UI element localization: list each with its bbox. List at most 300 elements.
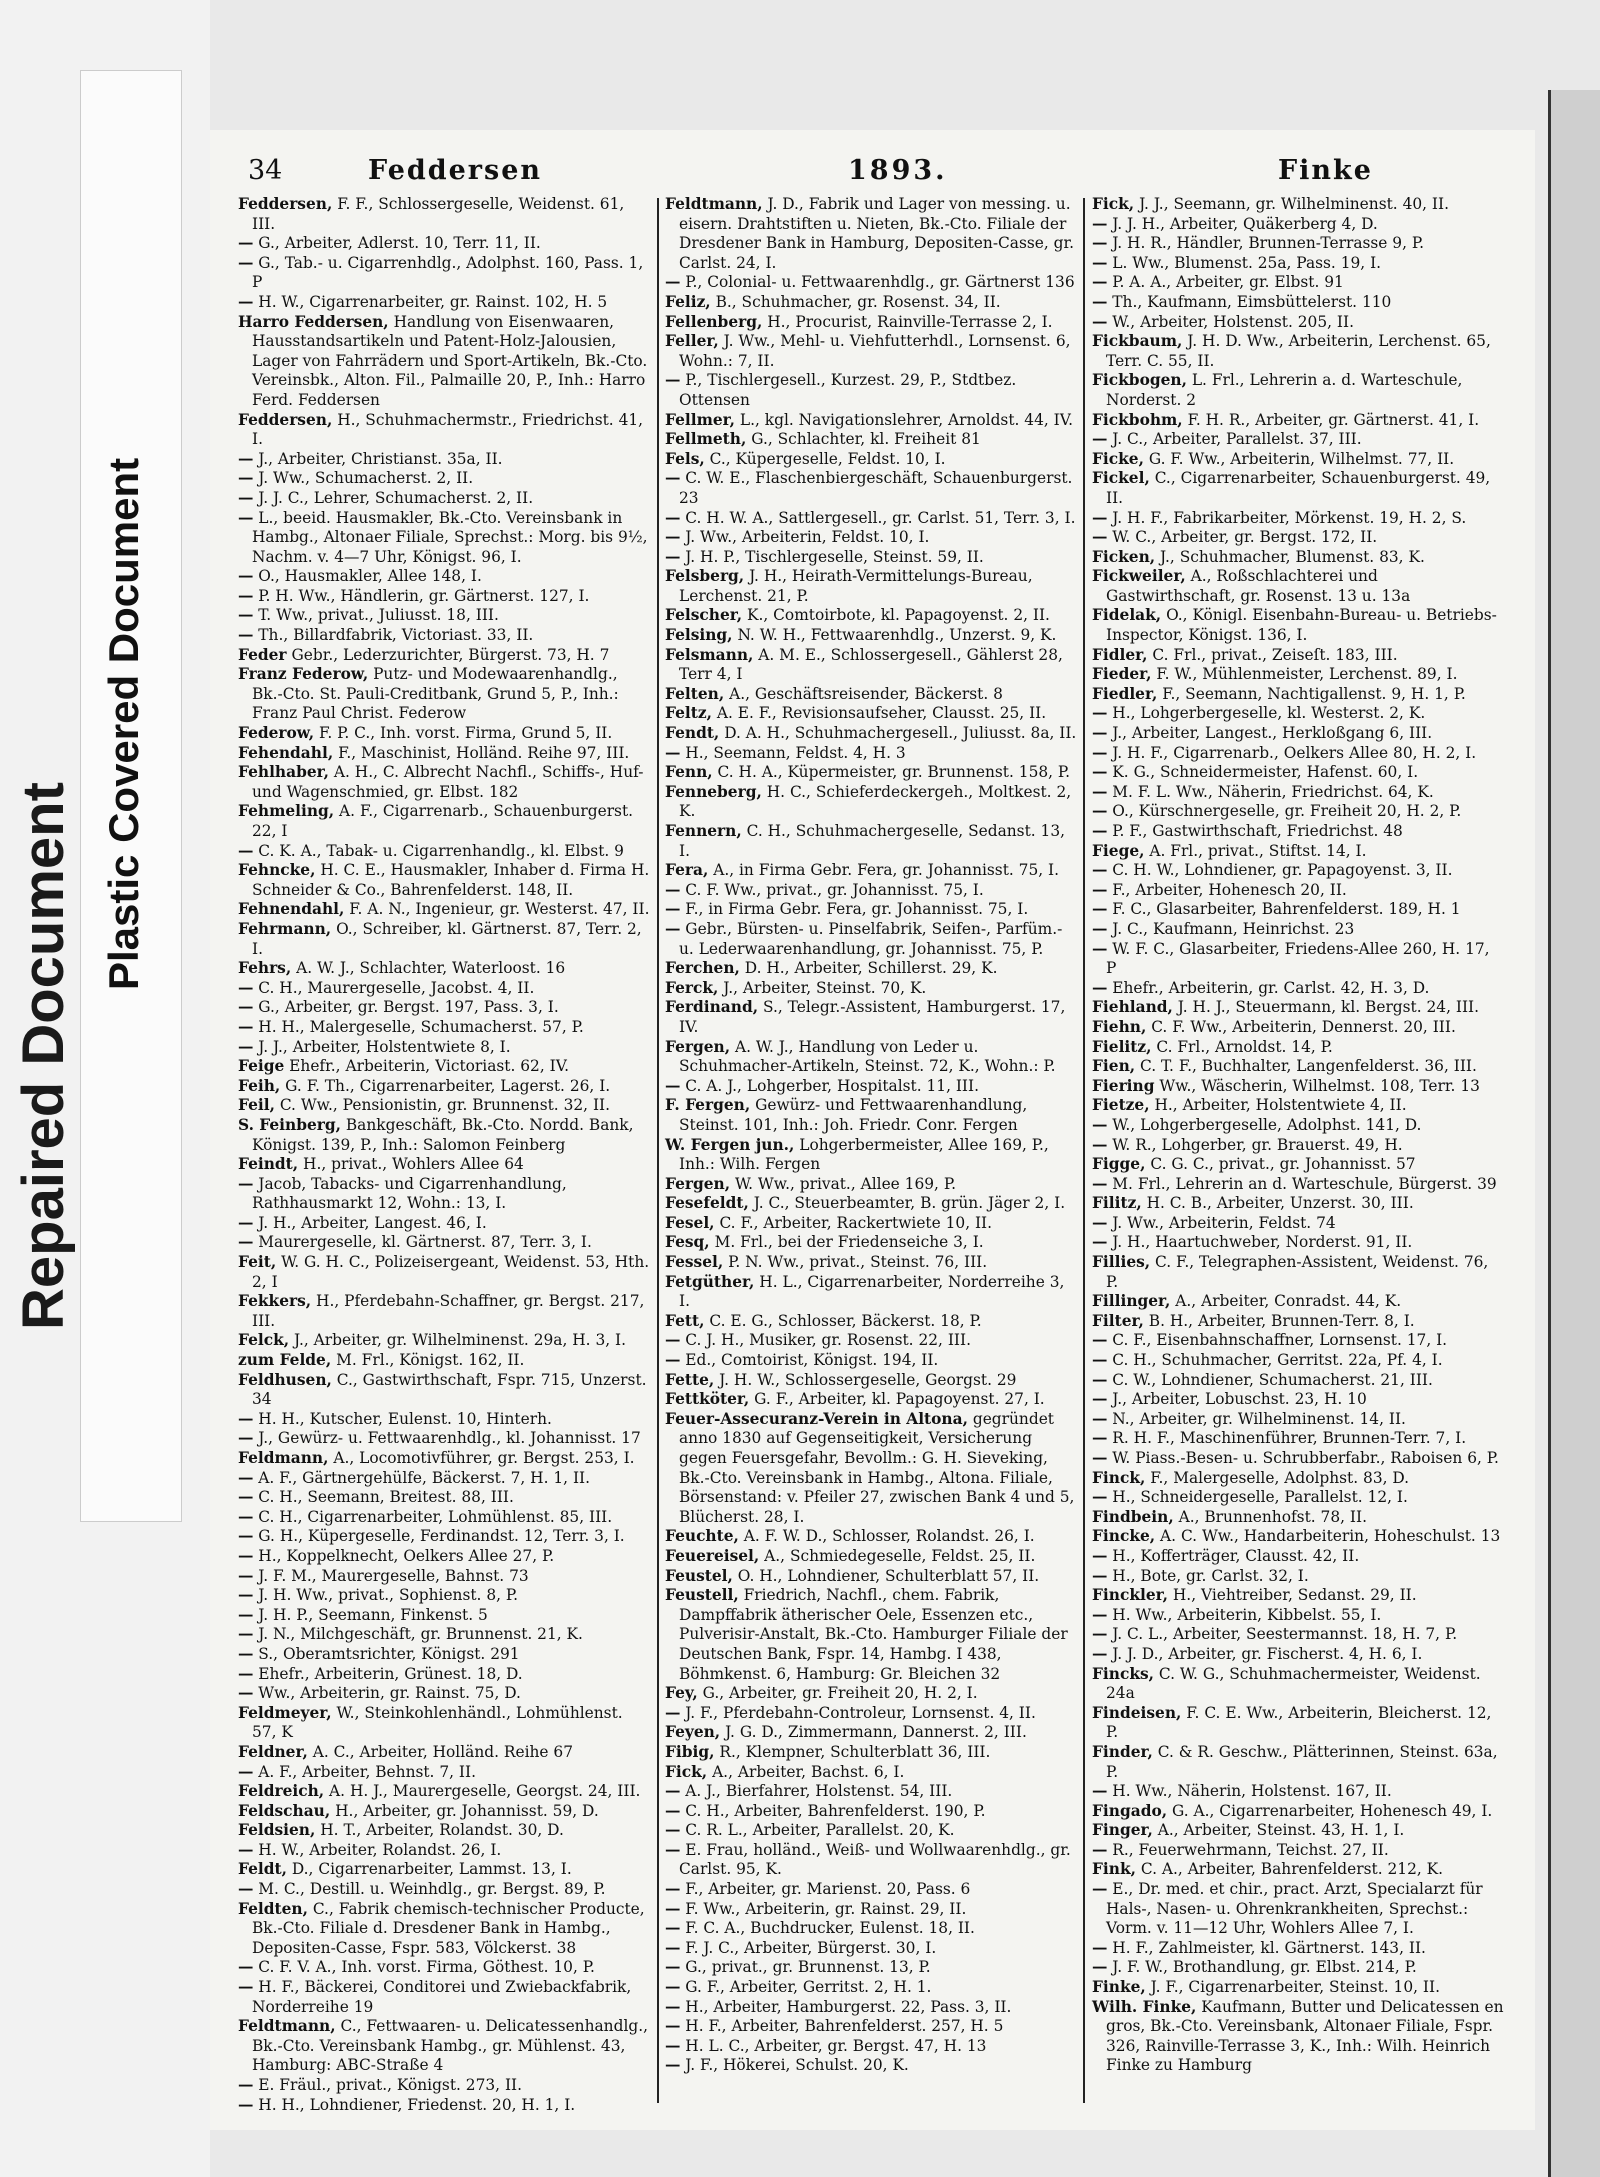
directory-entry <box>238 450 650 470</box>
directory-entry <box>1092 548 1504 568</box>
entry-details: Ww., Arbeiterin, gr. Rainst. 75, D. <box>253 1684 521 1703</box>
entry-surname: — <box>1092 1546 1108 1565</box>
entry-details: Bankgeschäft, Bk.-Cto. Nordd. Bank, Königst. 139, P., Inh.: Salomon Feinberg <box>252 1115 634 1154</box>
entry-surname: — <box>238 234 254 253</box>
entry-surname: — <box>1092 1840 1108 1859</box>
entry-details: J. H. Ww., privat., Sophienst. 8, P. <box>253 1586 519 1605</box>
directory-entry <box>238 1410 650 1430</box>
directory-entry <box>1092 509 1504 529</box>
entry-details: H. W., Cigarrenarbeiter, gr. Rainst. 102, H. 5 <box>253 292 608 311</box>
entry-surname: Fick, <box>1092 195 1135 213</box>
entry-details: J. F., Cigarrenarbeiter, Steinst. 10, II. <box>1145 1978 1440 1997</box>
entry-surname: — <box>665 1331 681 1350</box>
entry-surname: — <box>238 626 254 645</box>
directory-entry <box>238 1096 650 1116</box>
entry-surname: Ferdinand, <box>665 998 759 1017</box>
entry-details: W., Arbeiter, Holstenst. 205, II. <box>1107 312 1354 331</box>
directory-entry <box>238 1351 650 1371</box>
entry-details: H. T., Arbeiter, Rolandst. 30, D. <box>315 1821 564 1840</box>
entry-surname: — <box>1092 1644 1108 1663</box>
directory-entry <box>665 411 1077 431</box>
entry-details: J. H. R., Händler, Brunnen-Terrasse 9, P. <box>1107 234 1424 253</box>
entry-details: A., Arbeiter, Bachst. 6, I. <box>707 1762 905 1781</box>
directory-entry <box>1092 450 1504 470</box>
directory-entry <box>238 1233 650 1253</box>
directory-entry <box>665 2037 1077 2057</box>
directory-entry <box>238 1763 650 1783</box>
directory-entry <box>665 2017 1077 2037</box>
directory-entry <box>1092 293 1504 313</box>
directory-entry <box>665 1233 1077 1253</box>
entry-details: P., Colonial- u. Fettwaarenhdlg., gr. Gärtnerst 136 <box>680 273 1075 292</box>
entry-surname: Felsmann, <box>665 645 754 664</box>
directory-entry <box>1092 606 1504 645</box>
entry-surname: Felsberg, <box>665 567 745 586</box>
entry-surname: Feldt, <box>238 1860 287 1879</box>
entry-surname: Feddersen, <box>238 410 333 429</box>
directory-entry <box>238 1331 650 1351</box>
entry-details: A. W. J., Schlachter, Waterloost. 16 <box>291 959 566 978</box>
entry-details: H., Koppelknecht, Oelkers Allee 27, P. <box>253 1546 555 1565</box>
directory-entry <box>665 744 1077 764</box>
entry-details: H. L. C., Arbeiter, gr. Bergst. 47, H. 13 <box>680 2036 987 2055</box>
directory-entry <box>238 842 650 862</box>
entry-details: C. G. C., privat., gr. Johannisst. 57 <box>1145 1155 1416 1174</box>
entry-surname: Felten, <box>665 684 725 703</box>
left-catchword: Feddersen <box>368 155 543 186</box>
entry-surname: — <box>665 743 681 762</box>
entry-details: A. F., Gärtnergehülfe, Bäckerst. 7, H. 1, II. <box>253 1468 590 1487</box>
entry-surname: — <box>1092 724 1108 743</box>
directory-entry <box>665 900 1077 920</box>
entry-details: A., Schmiedegeselle, Feldst. 25, II. <box>759 1546 1036 1565</box>
entry-details: C., Küpergeselle, Feldst. 10, I. <box>704 449 946 468</box>
entry-surname: — <box>665 1782 681 1801</box>
directory-entry <box>1092 1469 1504 1489</box>
entry-details: F. C. A., Buchdrucker, Eulenst. 18, II. <box>680 1919 975 1938</box>
directory-entry <box>1092 1860 1504 1880</box>
entry-details: C. F. Ww., privat., gr. Johannisst. 75, I. <box>680 880 984 899</box>
directory-entry <box>238 195 650 234</box>
entry-details: J. H. P., Seemann, Finkenst. 5 <box>253 1605 488 1624</box>
condition-label <box>0 0 210 2177</box>
directory-entry <box>238 606 650 626</box>
entry-surname: Fibig, <box>665 1742 715 1761</box>
directory-entry <box>1092 1214 1504 1234</box>
entry-details: Lohgerbermeister, Allee 169, P., Inh.: Wilh. Fergen <box>679 1135 1049 1174</box>
directory-entry <box>238 1371 650 1410</box>
entry-surname: Fellmer, <box>665 410 735 429</box>
entry-surname: — <box>665 1997 681 2016</box>
directory-entry <box>1092 1841 1504 1861</box>
entry-surname: — <box>238 1880 254 1899</box>
entry-details: K., Comtoirbote, kl. Papagoyenst. 2, II. <box>742 606 1050 625</box>
entry-details: J. H. F., Cigarrenarb., Oelkers Allee 80, H. 2, I. <box>1107 743 1477 762</box>
directory-entry <box>1092 1606 1504 1626</box>
directory-entry <box>665 783 1077 822</box>
entry-details: O. H., Lohndiener, Schulterblatt 57, II. <box>732 1566 1040 1585</box>
directory-entry <box>1092 313 1504 333</box>
entry-surname: — <box>1092 1351 1108 1370</box>
directory-entry <box>1092 920 1504 940</box>
directory-entry <box>1092 1625 1504 1645</box>
directory-entry <box>1092 1390 1504 1410</box>
entry-surname: Fehnendahl, <box>238 900 345 919</box>
entry-details: C. Frl., Arnoldst. 14, P. <box>1151 1037 1333 1056</box>
entry-details: Gebr., Bürsten- u. Pinselfabrik, Seifen-, Parfüm.- u. Lederwaarenhandlung, gr. Johannisst. 75, P. <box>679 919 1063 958</box>
entry-surname: Feldner, <box>238 1742 308 1761</box>
entry-surname: Fesq, <box>665 1233 710 1252</box>
entry-surname: Felck, <box>238 1331 290 1350</box>
entry-surname: Finger, <box>1092 1821 1153 1840</box>
directory-entry <box>1092 1077 1504 1097</box>
directory-entry <box>238 646 650 666</box>
entry-surname: Fingado, <box>1092 1801 1168 1820</box>
entry-details: J. D., Fabrik und Lager von messing. u. eisern. Drahtstiften u. Nieten, Bk.-Cto. Filiale der Dresdener Bank in Hamburg, Depositen-Casse, gr. Carlst. 24, I. <box>679 195 1075 272</box>
entry-surname: Fetgüther, <box>665 1272 755 1291</box>
directory-entry <box>1092 1939 1504 1959</box>
entry-details: C. E. G., Schlosser, Bäckerst. 18, P. <box>704 1311 982 1330</box>
directory-entry <box>238 1802 650 1822</box>
entry-surname: — <box>1092 880 1108 899</box>
directory-entry <box>238 802 650 841</box>
entry-details: H. W., Arbeiter, Rolandst. 26, I. <box>253 1840 502 1859</box>
entry-details: C. W. G., Schuhmachermeister, Weidenst. 24a <box>1106 1664 1481 1703</box>
entry-details: M. C., Destill. u. Weinhdlg., gr. Bergst. 89, P. <box>253 1880 606 1899</box>
entry-details: G., Arbeiter, gr. Bergst. 197, Pass. 3, I. <box>253 998 559 1017</box>
entry-details: A. Frl., privat., Stiftst. 14, I. <box>1144 841 1367 860</box>
entry-surname: — <box>238 1644 254 1663</box>
entry-surname: — <box>238 1507 254 1526</box>
directory-entry <box>665 528 1077 548</box>
entry-surname: Feuereisel, <box>665 1546 760 1565</box>
directory-entry <box>665 1900 1077 1920</box>
entry-surname: Fendt, <box>665 724 720 743</box>
entry-surname: — <box>665 1919 681 1938</box>
entry-details: F. C., Glasarbeiter, Bahrenfelderst. 189, H. 1 <box>1107 900 1461 919</box>
directory-entry <box>238 1018 650 1038</box>
directory-entry <box>238 900 650 920</box>
directory-entry <box>1092 1233 1504 1253</box>
entry-details: L., beeid. Hausmakler, Bk.-Cto. Vereinsbank in Hambg., Altonaer Filiale, Sprechst.: Morg. bis 9½, Nachm. v. 4—7 Uhr, Königst. 96, I. <box>252 508 648 566</box>
entry-surname: — <box>1092 1449 1108 1467</box>
entry-surname: — <box>1092 1233 1108 1252</box>
directory-entry <box>238 1900 650 1959</box>
entry-details: S., Oberamtsrichter, Königst. 291 <box>253 1644 520 1663</box>
entry-surname: Ferck, <box>665 978 719 997</box>
entry-surname: — <box>1092 1370 1108 1389</box>
entry-surname: Feldhusen, <box>238 1370 332 1389</box>
entry-surname: Fiehn, <box>1092 1017 1147 1036</box>
directory-entry <box>238 724 650 744</box>
entry-surname: — <box>238 1174 254 1193</box>
entry-details: C. F., Eisenbahnschaffner, Lornsenst. 17, I. <box>1107 1331 1448 1350</box>
entry-surname: Feliz, <box>665 292 711 311</box>
entry-surname: Findeisen, <box>1092 1703 1182 1722</box>
directory-entry <box>1092 1802 1504 1822</box>
entry-surname: — <box>238 1840 254 1859</box>
entry-details: A. C. Ww., Handarbeiterin, Hoheschulst. 13 <box>1155 1527 1501 1546</box>
directory-entry <box>1092 371 1504 410</box>
entry-surname: Fiege, <box>1092 841 1145 860</box>
entry-surname: — <box>1092 312 1108 331</box>
entry-details: F. C. E. Ww., Arbeiterin, Bleicherst. 12, P. <box>1106 1703 1492 1742</box>
entry-surname: Feltz, <box>665 704 712 723</box>
entry-details: C. K. A., Tabak- u. Cigarrenhandlg., kl. Elbst. 9 <box>253 841 624 860</box>
entry-surname: — <box>665 1978 681 1997</box>
directory-entry <box>665 606 1077 626</box>
entry-details: J., Arbeiter, Langest., Herkloßgang 6, III. <box>1107 724 1433 743</box>
entry-details: W. F. C., Glasarbeiter, Friedens-Allee 260, H. 17, P <box>1106 939 1490 978</box>
directory-entry <box>665 1194 1077 1214</box>
entry-surname: — <box>1092 528 1108 547</box>
entry-surname: F. Fergen, <box>665 1096 751 1115</box>
entry-surname: — <box>238 469 254 488</box>
directory-entry <box>665 1312 1077 1332</box>
entry-surname: — <box>238 1664 254 1683</box>
entry-surname: — <box>1092 1625 1108 1644</box>
year-heading: 1893. <box>848 155 948 186</box>
directory-entry <box>1092 685 1504 705</box>
directory-entry <box>665 1782 1077 1802</box>
directory-entry <box>665 646 1077 685</box>
directory-entry <box>1092 1488 1504 1508</box>
directory-entry <box>665 1802 1077 1822</box>
entry-surname: Fehrmann, <box>238 919 332 938</box>
directory-entry <box>665 1175 1077 1195</box>
entry-details: A. J., Bierfahrer, Holstenst. 54, III. <box>680 1782 953 1801</box>
entry-surname: — <box>1092 214 1108 233</box>
entry-surname: — <box>1092 1938 1108 1957</box>
entry-details: P., Tischlergesell., Kurzest. 29, P., Stdtbez. Ottensen <box>679 371 1017 409</box>
directory-entry <box>238 509 650 568</box>
entry-details: G., Tab.- u. Cigarrenhdlg., Adolphst. 160, Pass. 1, P <box>252 253 644 292</box>
entry-surname: Federow, <box>238 724 315 743</box>
entry-details: H. C. B., Arbeiter, Unzerst. 30, III. <box>1141 1194 1414 1213</box>
entry-surname: — <box>1092 861 1108 880</box>
entry-details: P. N. Ww., privat., Steinst. 76, III. <box>723 1253 988 1272</box>
directory-entry <box>238 2076 650 2096</box>
entries-column-1 <box>238 195 650 2115</box>
entry-details: J. C., Kaufmann, Heinrichst. 23 <box>1107 919 1355 938</box>
entry-surname: Fickel, <box>1092 469 1150 488</box>
entry-details: J., Schuhmacher, Blumenst. 83, K. <box>1155 547 1425 566</box>
entry-details: A., Arbeiter, Conradst. 44, K. <box>1170 1292 1402 1311</box>
entry-details: J. C. L., Arbeiter, Seestermannst. 18, H. 7, P. <box>1107 1625 1458 1644</box>
directory-entry <box>665 704 1077 724</box>
entry-details: Ehefr., Arbeiterin, Grünest. 18, D. <box>253 1664 523 1683</box>
directory-entry <box>1092 1547 1504 1567</box>
entry-surname: Ficke, <box>1092 449 1144 468</box>
entry-surname: — <box>238 1978 254 1997</box>
directory-entry <box>1092 411 1504 431</box>
entry-details: H. F., Zahlmeister, kl. Gärtnerst. 143, II. <box>1107 1938 1426 1957</box>
entry-details: J., Arbeiter, gr. Wilhelminenst. 29a, H. 3, I. <box>289 1331 627 1350</box>
entry-surname: — <box>1092 1880 1108 1899</box>
entry-surname: — <box>1092 822 1108 840</box>
entry-surname: — <box>238 567 254 586</box>
directory-entry <box>665 626 1077 646</box>
directory-entry <box>238 567 650 587</box>
entry-details: F., Arbeiter, Hohenesch 20, II. <box>1107 880 1347 899</box>
directory-entry <box>1092 1508 1504 1528</box>
directory-entry <box>238 763 650 802</box>
entry-surname: Felsing, <box>665 626 733 645</box>
entry-surname: — <box>1092 1174 1108 1193</box>
directory-entry <box>1092 1018 1504 1038</box>
entry-surname: — <box>238 1684 254 1703</box>
entry-details: G., Schlachter, kl. Freiheit 81 <box>746 430 981 449</box>
entry-details: J. J. H., Arbeiter, Quäkerberg 4, D. <box>1107 214 1378 233</box>
page-number: 34 <box>248 155 283 186</box>
entry-surname: Feldschau, <box>238 1801 331 1820</box>
entry-surname: Fera, <box>665 861 709 880</box>
entry-surname: Fielitz, <box>1092 1037 1152 1056</box>
directory-entry <box>238 1978 650 2017</box>
directory-entry <box>238 1077 650 1097</box>
entry-surname: — <box>1092 1566 1108 1585</box>
entry-surname: Fehlhaber, <box>238 763 329 782</box>
directory-entry <box>665 2056 1077 2076</box>
directory-entry <box>665 685 1077 705</box>
entry-surname: Fesefeldt, <box>665 1194 749 1213</box>
column-divider <box>1083 198 1085 2103</box>
entry-details: S., Telegr.-Assistent, Hamburgerst. 17, IV. <box>679 998 1066 1036</box>
entry-surname: Feller, <box>665 332 719 351</box>
entry-details: A., Locomotivführer, gr. Bergst. 253, I. <box>328 1449 635 1467</box>
entry-surname: — <box>1092 743 1108 762</box>
directory-entry <box>665 273 1077 293</box>
entry-surname: — <box>238 1488 254 1507</box>
directory-entry <box>665 430 1077 450</box>
directory-entry <box>1092 1527 1504 1547</box>
entry-surname: — <box>665 2056 681 2075</box>
directory-entry <box>238 1645 650 1665</box>
entry-surname: Fett, <box>665 1311 705 1330</box>
entry-surname: Fellmeth, <box>665 430 747 449</box>
entry-surname: Fehrs, <box>238 959 292 978</box>
entry-surname: Fettköter, <box>665 1390 750 1409</box>
entry-details: C. J. H., Musiker, gr. Rosenst. 22, III. <box>680 1331 971 1350</box>
entry-surname: — <box>665 1076 681 1095</box>
directory-entry <box>1092 1429 1504 1449</box>
entry-details: C. H., Schuhmachergeselle, Sedanst. 13, I. <box>679 822 1066 860</box>
entry-surname: Fietze, <box>1092 1096 1150 1115</box>
entry-details: C. H., Arbeiter, Bahrenfelderst. 190, P. <box>680 1801 986 1820</box>
entry-details: P. A. A., Arbeiter, gr. Elbst. 91 <box>1107 273 1344 292</box>
directory-entry <box>665 1547 1077 1567</box>
directory-entry <box>238 1782 650 1802</box>
entry-surname: Fey, <box>665 1684 698 1703</box>
directory-entry <box>1092 469 1504 508</box>
entry-details: J. H. P., Tischlergeselle, Steinst. 59, II. <box>680 547 984 566</box>
directory-entry <box>1092 528 1504 548</box>
entry-details: W., Lohgerbergeselle, Adolphst. 141, D. <box>1107 1115 1422 1134</box>
entry-details: G., Arbeiter, Adlerst. 10, Terr. 11, II. <box>253 234 541 253</box>
entry-surname: — <box>238 449 254 468</box>
directory-entry <box>238 2017 650 2076</box>
entry-details: D. A. H., Schuhmachergesell., Juliusst. 8a, II. <box>719 724 1077 743</box>
entry-details: C. H. W., Lohndiener, gr. Papagoyenst. 3, II. <box>1107 861 1453 880</box>
directory-entry <box>1092 195 1504 215</box>
entry-surname: — <box>665 1351 681 1370</box>
entry-details: C. F., Arbeiter, Rackertwiete 10, II. <box>714 1213 993 1232</box>
entry-details: W. C., Arbeiter, gr. Bergst. 172, II. <box>1107 528 1378 547</box>
entry-details: J. F. M., Maurergeselle, Bahnst. 73 <box>253 1566 529 1585</box>
entry-surname: — <box>1092 1331 1108 1350</box>
entry-surname: Fiehland, <box>1092 998 1173 1017</box>
entry-surname: Feyen, <box>665 1723 721 1742</box>
adjacent-page-edge <box>1548 90 1600 2177</box>
directory-entry <box>238 1743 650 1763</box>
directory-entry <box>1092 1292 1504 1312</box>
entry-surname: — <box>1092 704 1108 723</box>
entry-details: O., Kürschnergeselle, gr. Freiheit 20, H. 2, P. <box>1107 802 1462 821</box>
directory-entry <box>238 1449 650 1469</box>
directory-entry <box>238 1665 650 1685</box>
directory-entry <box>238 1606 650 1626</box>
entry-details: C. H., Schuhmacher, Gerritst. 22a, Pf. 4, I. <box>1107 1351 1443 1370</box>
entry-surname: — <box>238 1762 254 1781</box>
entry-details: A. C., Arbeiter, Holländ. Reihe 67 <box>307 1742 573 1761</box>
entry-details: A. W. J., Handlung von Leder u. Schuhmacher-Artikeln, Steinst. 72, K., Wohn.: P. <box>679 1037 1056 1076</box>
directory-entry <box>665 998 1077 1037</box>
directory-entry <box>665 313 1077 333</box>
directory-entry <box>238 1567 650 1587</box>
directory-entry <box>665 1331 1077 1351</box>
directory-entry <box>665 1096 1077 1135</box>
entry-details: C. F. V. A., Inh. vorst. Firma, Göthest. 10, P. <box>253 1958 595 1977</box>
entry-details: J. J., Arbeiter, Holstentwiete 8, I. <box>253 1037 511 1056</box>
directory-entry <box>1092 861 1504 881</box>
entry-surname: — <box>238 1527 254 1546</box>
entry-details: G. F. Ww., Arbeiterin, Wilhelmst. 77, II. <box>1143 449 1455 468</box>
entry-details: H., Arbeiter, gr. Johannisst. 59, D. <box>330 1801 599 1820</box>
entry-surname: Feustell, <box>665 1586 739 1605</box>
entry-surname: — <box>1092 234 1108 253</box>
entry-details: C. A., Arbeiter, Bahrenfelderst. 212, K. <box>1136 1860 1444 1879</box>
entry-details: A., Brunnenhofst. 78, II. <box>1173 1507 1367 1526</box>
entry-details: N. W. H., Fettwaarenhdlg., Unzerst. 9, K. <box>732 626 1057 645</box>
entry-details: G. H., Küpergeselle, Ferdinandst. 12, Terr. 3, I. <box>253 1527 625 1546</box>
entry-surname: — <box>1092 1409 1108 1428</box>
entry-details: A. F., Cigarrenarb., Schauenburgerst. 22, I <box>252 802 634 840</box>
directory-entry <box>665 1880 1077 1900</box>
entry-details: G., privat., gr. Brunnenst. 13, P. <box>680 1958 931 1977</box>
entry-surname: Fiering <box>1092 1076 1155 1095</box>
directory-entry <box>665 1978 1077 1998</box>
directory-entry <box>238 1841 650 1861</box>
entry-surname: — <box>238 253 254 272</box>
entry-details: A. M. E., Schlossergesell., Gählerst 28, Terr 4, I <box>679 645 1063 684</box>
entry-surname: — <box>665 1938 681 1957</box>
entry-surname: Fehmeling, <box>238 802 335 821</box>
entry-surname: — <box>1092 1135 1108 1154</box>
entry-surname: — <box>1092 1958 1108 1977</box>
directory-entry <box>238 1253 650 1292</box>
entry-surname: — <box>238 1409 254 1428</box>
entry-surname: Fickbogen, <box>1092 371 1187 390</box>
entry-details: Ed., Comtoirist, Königst. 194, II. <box>680 1351 939 1370</box>
entry-surname: Fergen, <box>665 1037 731 1056</box>
entry-details: J. J., Seemann, gr. Wilhelminenst. 40, II. <box>1134 195 1449 213</box>
entry-details: H. L., Cigarrenarbeiter, Norderreihe 3, I. <box>679 1272 1065 1311</box>
entry-surname: — <box>238 1429 254 1448</box>
entry-details: M. Frl., bei der Friedenseiche 3, I. <box>709 1233 984 1252</box>
entry-details: F. W., Mühlenmeister, Lerchenst. 89, I. <box>1151 665 1458 684</box>
entry-surname: — <box>665 1821 681 1840</box>
entry-details: E., Dr. med. et chir., pract. Arzt, Specialarzt für Hals-, Nasen- u. Ohrenkrankheiten, Sprechst.: Vorm. v. 11—12 Uhr, Wohlers Allee 7, I. <box>1106 1880 1483 1938</box>
